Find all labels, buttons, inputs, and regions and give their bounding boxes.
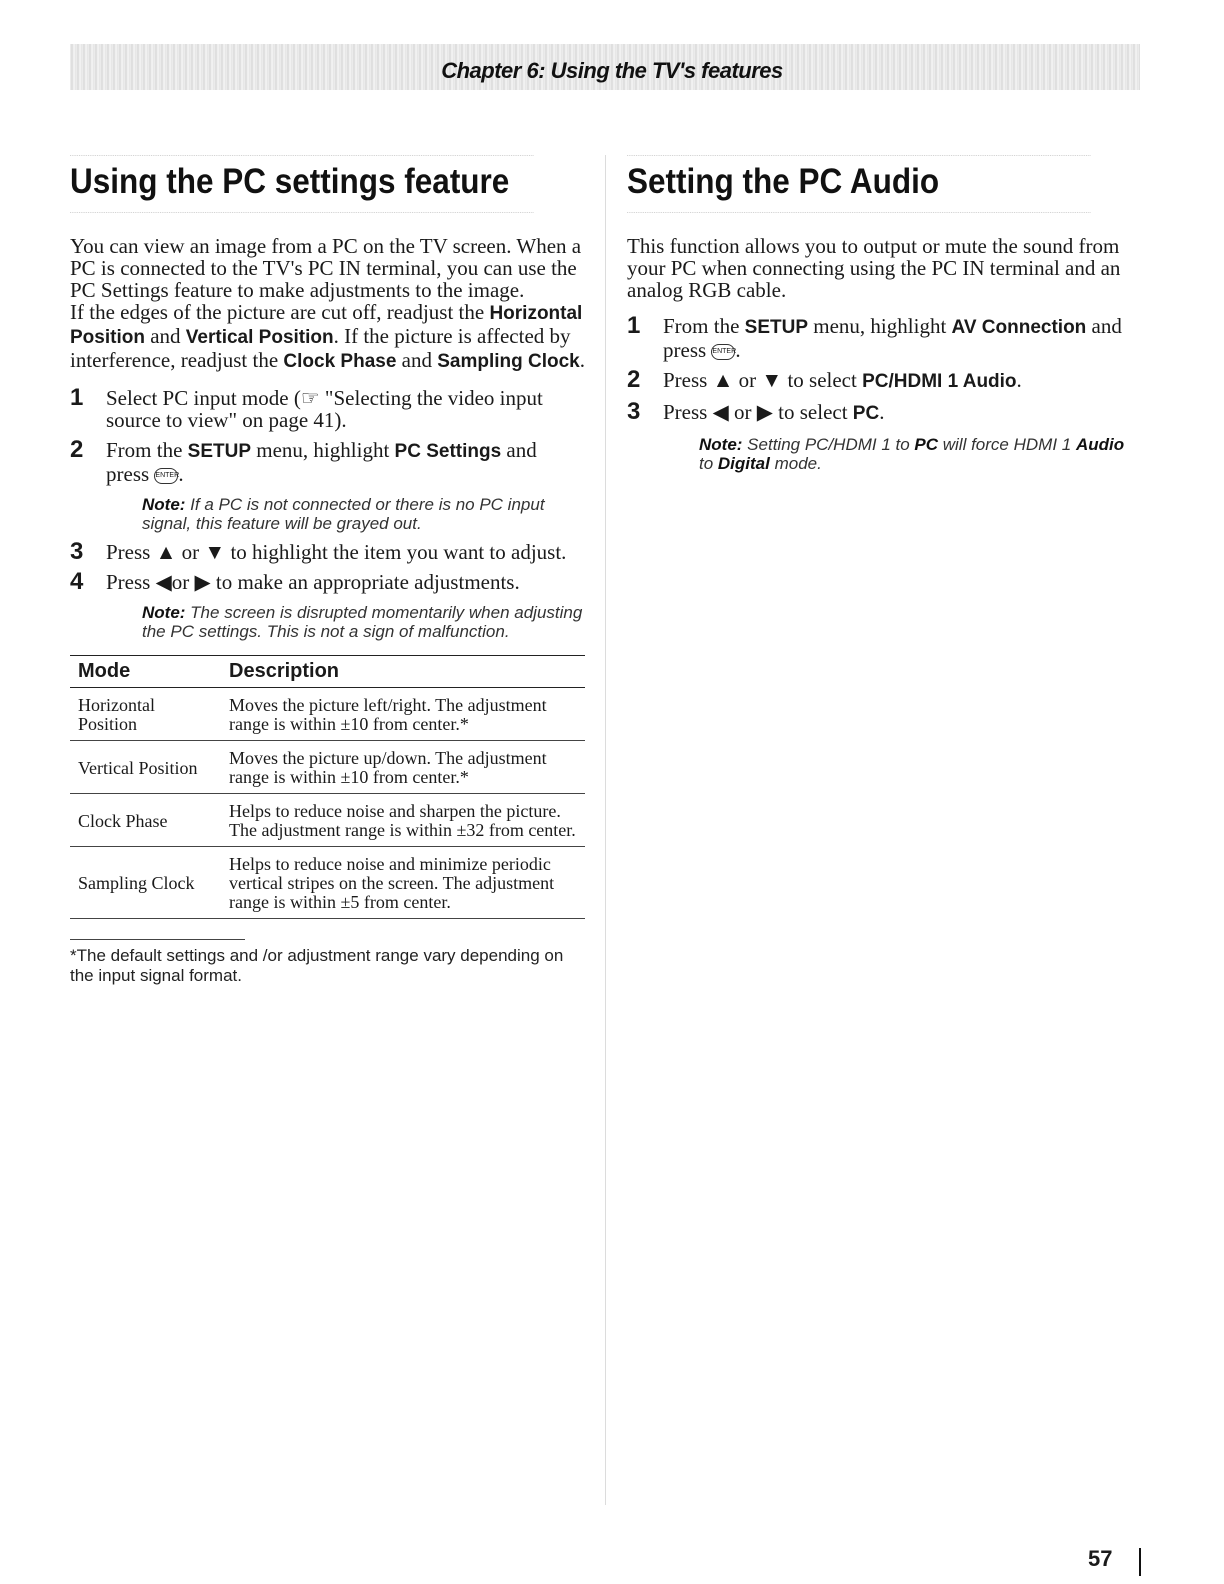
step-text: . xyxy=(735,338,741,362)
step-text: menu, highlight xyxy=(251,438,395,462)
table-row xyxy=(70,794,585,847)
step-text: Press xyxy=(663,400,713,424)
up-arrow-icon: ▲ xyxy=(155,540,177,564)
step-text: or xyxy=(733,368,762,392)
step-text: and press xyxy=(106,438,537,486)
down-arrow-icon: ▼ xyxy=(761,368,783,392)
step-text: to make an appropriate adjustments. xyxy=(210,570,520,594)
menu-setup: SETUP xyxy=(187,441,252,462)
pc-audio-steps xyxy=(627,312,1142,473)
table-row xyxy=(70,688,585,741)
footnote-rule xyxy=(70,939,245,940)
mode-cell: Clock Phase xyxy=(70,794,221,847)
option-pc: PC xyxy=(852,403,880,424)
note-text: to xyxy=(699,454,718,473)
section-title-pc-settings: Using the PC settings feature xyxy=(70,155,534,213)
menu-setup: SETUP xyxy=(744,317,809,338)
intro-text-3: and xyxy=(144,324,186,348)
mode-description-table xyxy=(70,655,585,919)
step-3 xyxy=(70,538,585,565)
step-text: and press xyxy=(663,314,1122,362)
description-cell: Helps to reduce noise and sharpen the picture. The adjustment range is within ±32 from center. xyxy=(221,794,585,847)
description-cell: Moves the picture up/down. The adjustment range is within ±10 from center.* xyxy=(221,741,585,794)
intro-text-4: . If the picture is affected by interference, readjust the xyxy=(70,324,571,372)
note-text: mode. xyxy=(769,454,822,473)
right-arrow-icon: ▶ xyxy=(756,400,773,424)
description-cell: Moves the picture left/right. The adjustment range is within ±10 from center.* xyxy=(221,688,585,741)
step-text: Press xyxy=(106,540,156,564)
step-text: to select xyxy=(772,400,853,424)
page-number: 57 xyxy=(1088,1546,1113,1571)
reference-icon: ☞ xyxy=(300,386,320,410)
down-arrow-icon: ▼ xyxy=(204,540,226,564)
step-2 xyxy=(627,366,1142,393)
step-number: 3 xyxy=(627,398,641,425)
step-text: menu, highlight xyxy=(808,314,952,338)
term-vertical-position: Vertical Position xyxy=(185,327,334,348)
option-pc-hdmi-audio: PC/HDMI 1 Audio xyxy=(862,371,1017,392)
table-row xyxy=(70,847,585,919)
note-label: Note: xyxy=(142,495,186,514)
note-text: will force HDMI 1 xyxy=(938,435,1076,454)
step-text: to highlight the item you want to adjust. xyxy=(225,540,567,564)
up-arrow-icon: ▲ xyxy=(712,368,734,392)
note-grayed-out xyxy=(142,495,585,533)
right-arrow-icon: ▶ xyxy=(194,570,211,594)
step-text: From the xyxy=(106,438,188,462)
column-divider xyxy=(605,155,606,1505)
right-column xyxy=(627,155,1142,477)
step-text: Select PC input mode ( xyxy=(106,386,301,410)
note-hdmi-audio xyxy=(699,435,1142,473)
step-4 xyxy=(70,568,585,641)
pc-settings-steps xyxy=(70,384,585,641)
enter-button-icon: ENTER xyxy=(154,468,178,484)
step-number: 4 xyxy=(70,568,84,595)
step-text: "Selecting the video input source to view" on page 41). xyxy=(106,386,543,432)
step-3 xyxy=(627,398,1142,473)
step-text: or xyxy=(176,540,205,564)
description-cell: Helps to reduce noise and minimize periodic vertical stripes on the screen. The adjustment range is within ±5 from center. xyxy=(221,847,585,919)
note-disrupted xyxy=(142,603,585,641)
column-header-description: Description xyxy=(221,656,585,688)
step-text: Press xyxy=(663,368,713,392)
enter-button-icon: ENTER xyxy=(711,344,735,360)
step-number: 2 xyxy=(70,436,84,463)
chapter-title: Chapter 6: Using the TV's features xyxy=(441,58,783,83)
intro-paragraph xyxy=(70,235,585,373)
term-sampling-clock: Sampling Clock xyxy=(437,351,580,372)
step-text: Press xyxy=(106,570,156,594)
term-horizontal-position: Horizontal Position xyxy=(70,303,583,348)
step-2 xyxy=(70,436,585,533)
menu-av-connection: AV Connection xyxy=(951,317,1087,338)
mode-cell: Horizontal Position xyxy=(70,688,221,741)
term-clock-phase: Clock Phase xyxy=(283,351,397,372)
step-1 xyxy=(627,312,1142,362)
note-text: Setting PC/HDMI 1 to xyxy=(742,435,915,454)
footnote: *The default settings and /or adjustment range vary depending on the input signal format. xyxy=(70,946,564,985)
step-text: . xyxy=(178,462,184,486)
page-number-bar xyxy=(1139,1548,1141,1576)
left-column xyxy=(70,155,585,986)
note-bold-audio: Audio xyxy=(1075,435,1125,454)
left-arrow-icon: ◀ xyxy=(712,400,729,424)
note-label: Note: xyxy=(142,603,186,622)
left-arrow-icon: ◀ xyxy=(155,570,172,594)
step-text: . xyxy=(879,400,885,424)
note-label: Note: xyxy=(699,435,743,454)
pc-audio-intro: This function allows you to output or mute the sound from your PC when connecting using the PC IN terminal and an analog RGB cable. xyxy=(627,234,1121,302)
note-bold-pc: PC xyxy=(914,435,939,454)
note-bold-digital: Digital xyxy=(717,454,770,473)
step-text: to select xyxy=(782,368,863,392)
step-text: or xyxy=(171,570,195,594)
intro-text-1: You can view an image from a PC on the TV screen. When a PC is connected to the TV's PC IN terminal, you can use the PC Settings feature to make adjustments to the image. xyxy=(70,234,582,302)
step-number: 3 xyxy=(70,538,84,565)
mode-cell: Sampling Clock xyxy=(70,847,221,919)
intro-text-2: If the edges of the picture are cut off, readjust the xyxy=(70,300,490,324)
step-1 xyxy=(70,384,585,432)
step-number: 1 xyxy=(627,312,641,339)
section-title-pc-audio: Setting the PC Audio xyxy=(627,155,1091,213)
menu-pc-settings: PC Settings xyxy=(394,441,502,462)
note-text: The screen is disrupted momentarily when adjusting the PC settings. This is not a sign of malfunction. xyxy=(142,603,583,641)
table-header-row xyxy=(70,656,585,688)
note-text: If a PC is not connected or there is no PC input signal, this feature will be grayed out. xyxy=(142,495,545,533)
intro-text-5: and xyxy=(396,348,438,372)
step-number: 1 xyxy=(70,384,84,411)
step-text: From the xyxy=(663,314,745,338)
column-header-mode: Mode xyxy=(70,656,221,688)
table-row xyxy=(70,741,585,794)
step-text: or xyxy=(728,400,757,424)
mode-cell: Vertical Position xyxy=(70,741,221,794)
step-text: . xyxy=(1016,368,1022,392)
step-number: 2 xyxy=(627,366,641,393)
intro-text-6: . xyxy=(579,348,585,372)
